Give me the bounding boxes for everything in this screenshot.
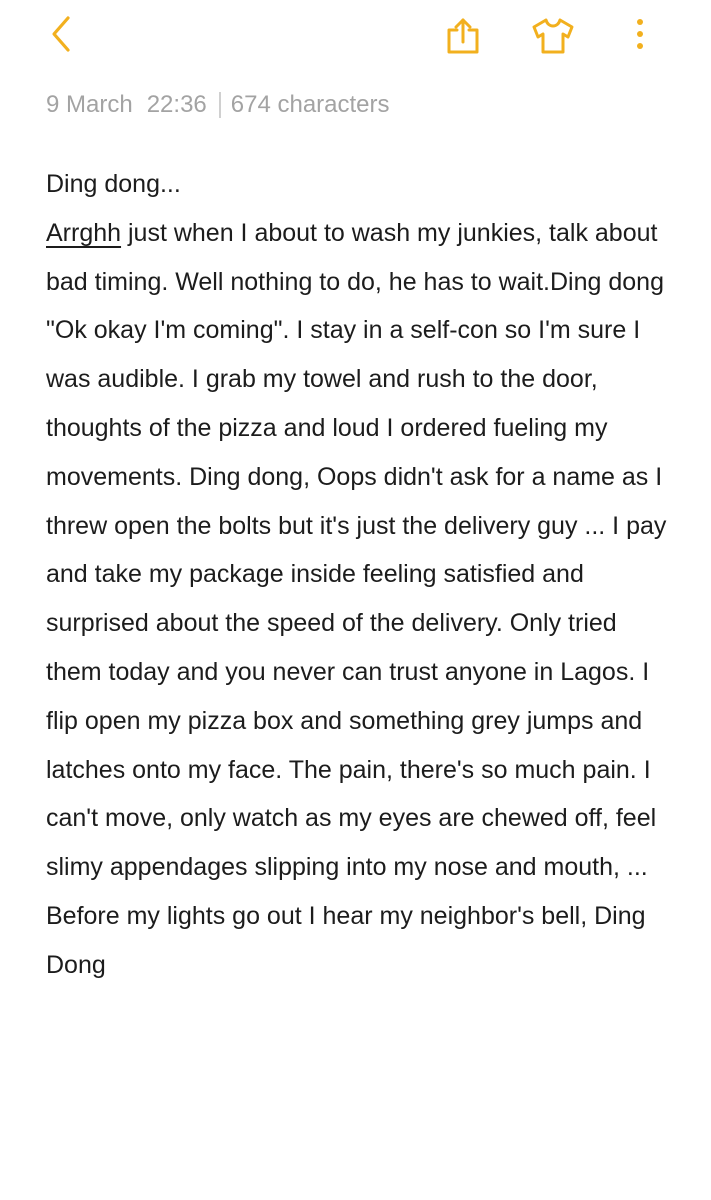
- note-line: flip open my pizza box and something grey jumps and: [46, 706, 643, 735]
- underlined-word: Arrghh: [46, 218, 122, 247]
- note-line: movements. Ding dong, Oops didn't ask for a name as I: [46, 462, 663, 491]
- note-time: 22:36: [146, 91, 207, 118]
- note-body[interactable]: [46, 160, 671, 990]
- note-line: thoughts of the pizza and loud I ordered fueling my: [46, 413, 608, 442]
- note-line: them today and you never can trust anyone in Lagos. I: [46, 657, 650, 686]
- back-arrow-icon: [38, 12, 84, 58]
- note-date: 9 March: [46, 91, 133, 118]
- note-line: was audible. I grab my towel and rush to the door,: [46, 365, 598, 394]
- note-line: threw open the bolts but it's just the delivery guy ... I pay: [46, 511, 667, 540]
- note-line-text: just when I about to wash my junkies, talk about: [121, 218, 658, 247]
- note-line: surprised about the speed of the delivery. Only tried: [46, 609, 617, 638]
- note-line: Before my lights go out I hear my neighbor's bell, Ding: [46, 901, 646, 930]
- more-vertical-icon: [620, 12, 660, 60]
- meta-divider: [219, 92, 221, 118]
- note-line: Ding dong...: [46, 170, 181, 198]
- note-line: Dong: [46, 950, 106, 979]
- note-line: "Ok okay I'm coming". I stay in a self-con so I'm sure I: [46, 316, 641, 345]
- note-meta: [46, 89, 390, 121]
- note-line: [46, 209, 671, 258]
- share-icon: [438, 12, 488, 60]
- share-button[interactable]: [438, 12, 488, 60]
- note-line: latches onto my face. The pain, there's so much pain. I: [46, 755, 651, 784]
- character-count: 674 characters: [230, 91, 390, 118]
- tshirt-theme-icon: [526, 12, 580, 60]
- top-toolbar: [0, 0, 711, 80]
- note-line: and take my package inside feeling satisfied and: [46, 560, 584, 589]
- theme-button[interactable]: [526, 12, 580, 60]
- note-line: can't move, only watch as my eyes are chewed off, feel: [46, 804, 657, 833]
- note-line: slimy appendages slipping into my nose and mouth, ...: [46, 853, 648, 882]
- more-options-button[interactable]: [620, 12, 660, 60]
- note-line: bad timing. Well nothing to do, he has to wait.Ding dong: [46, 267, 664, 296]
- back-button[interactable]: [38, 12, 84, 58]
